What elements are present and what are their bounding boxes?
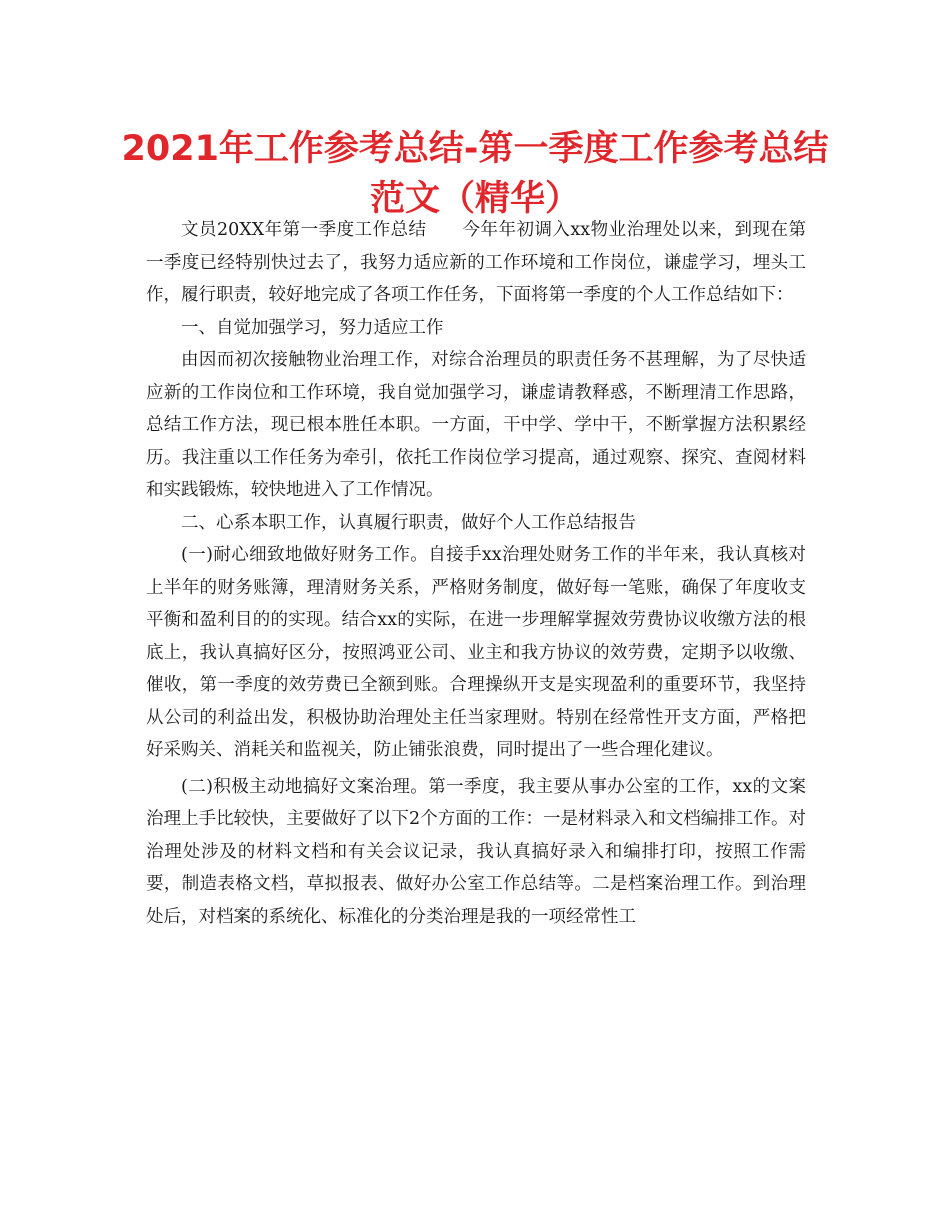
document-body <box>146 214 806 933</box>
section-heading-1: 一、自觉加强学习，努力适应工作 <box>181 317 444 338</box>
document-title: 2021年工作参考总结-第一季度工作参考总结范文（精华） <box>121 129 829 219</box>
section-heading-2: 二、心系本职工作，认真履行职责，做好个人工作总结报告 <box>181 512 636 533</box>
paragraph-finance: (一)耐心细致地做好财务工作。自接手xx治理处财务工作的半年来，我认真核对上半年的财务账簿，理清财务关系，严格财务制度，做好每一笔账，确保了年度收支平衡和盈利目的的实现。结合xx的实际，在进一步理解掌握效劳费协议收缴方法的根底上，我认真搞好区分，按照鸿亚公司、业主和我方协议的效劳费，定期予以收缴、催收，第一季度的效劳费已全额到账。合理操纵开支是实现盈利的重要环节，我坚持从公司的利益出发，积极协助治理处主任当家理财。特别在经常性开支方面，严格把好采购关、消耗关和监视关，防止铺张浪费，同时提出了一些合理化建议。 <box>146 545 806 760</box>
paragraph-documents: (二)积极主动地搞好文案治理。第一季度，我主要从事办公室的工作，xx的文案治理上手比较快，主要做好了以下2个方面的工作：一是材料录入和文档编排工作。对治理处涉及的材料文档和有关会议记录，我认真搞好录入和编排打印，按照工作需要，制造表格文档，草拟报表、做好办公室工作总结等。二是档案治理工作。到治理处后，对档案的系统化、标准化的分类治理是我的一项经常性工 <box>146 776 806 927</box>
paragraph-section-1: 由因而初次接触物业治理工作，对综合治理员的职责任务不甚理解，为了尽快适应新的工作岗位和工作环境，我自觉加强学习，谦虚请教释惑，不断理清工作思路，总结工作方法，现已根本胜任本职。一方面，干中学、学中干，不断掌握方法积累经历。我注重以工作任务为牵引，依托工作岗位学习提高，通过观察、探究、查阅材料和实践锻炼，较快地进入了工作情况。 <box>146 350 806 500</box>
paragraph-intro: 文员20XX年第一季度工作总结 今年年初调入xx物业治理处以来，到现在第一季度已经特别快过去了，我努力适应新的工作环境和工作岗位，谦虚学习，埋头工作，履行职责，较好地完成了各项工作任务，下面将第一季度的个人工作总结如下： <box>146 220 806 305</box>
